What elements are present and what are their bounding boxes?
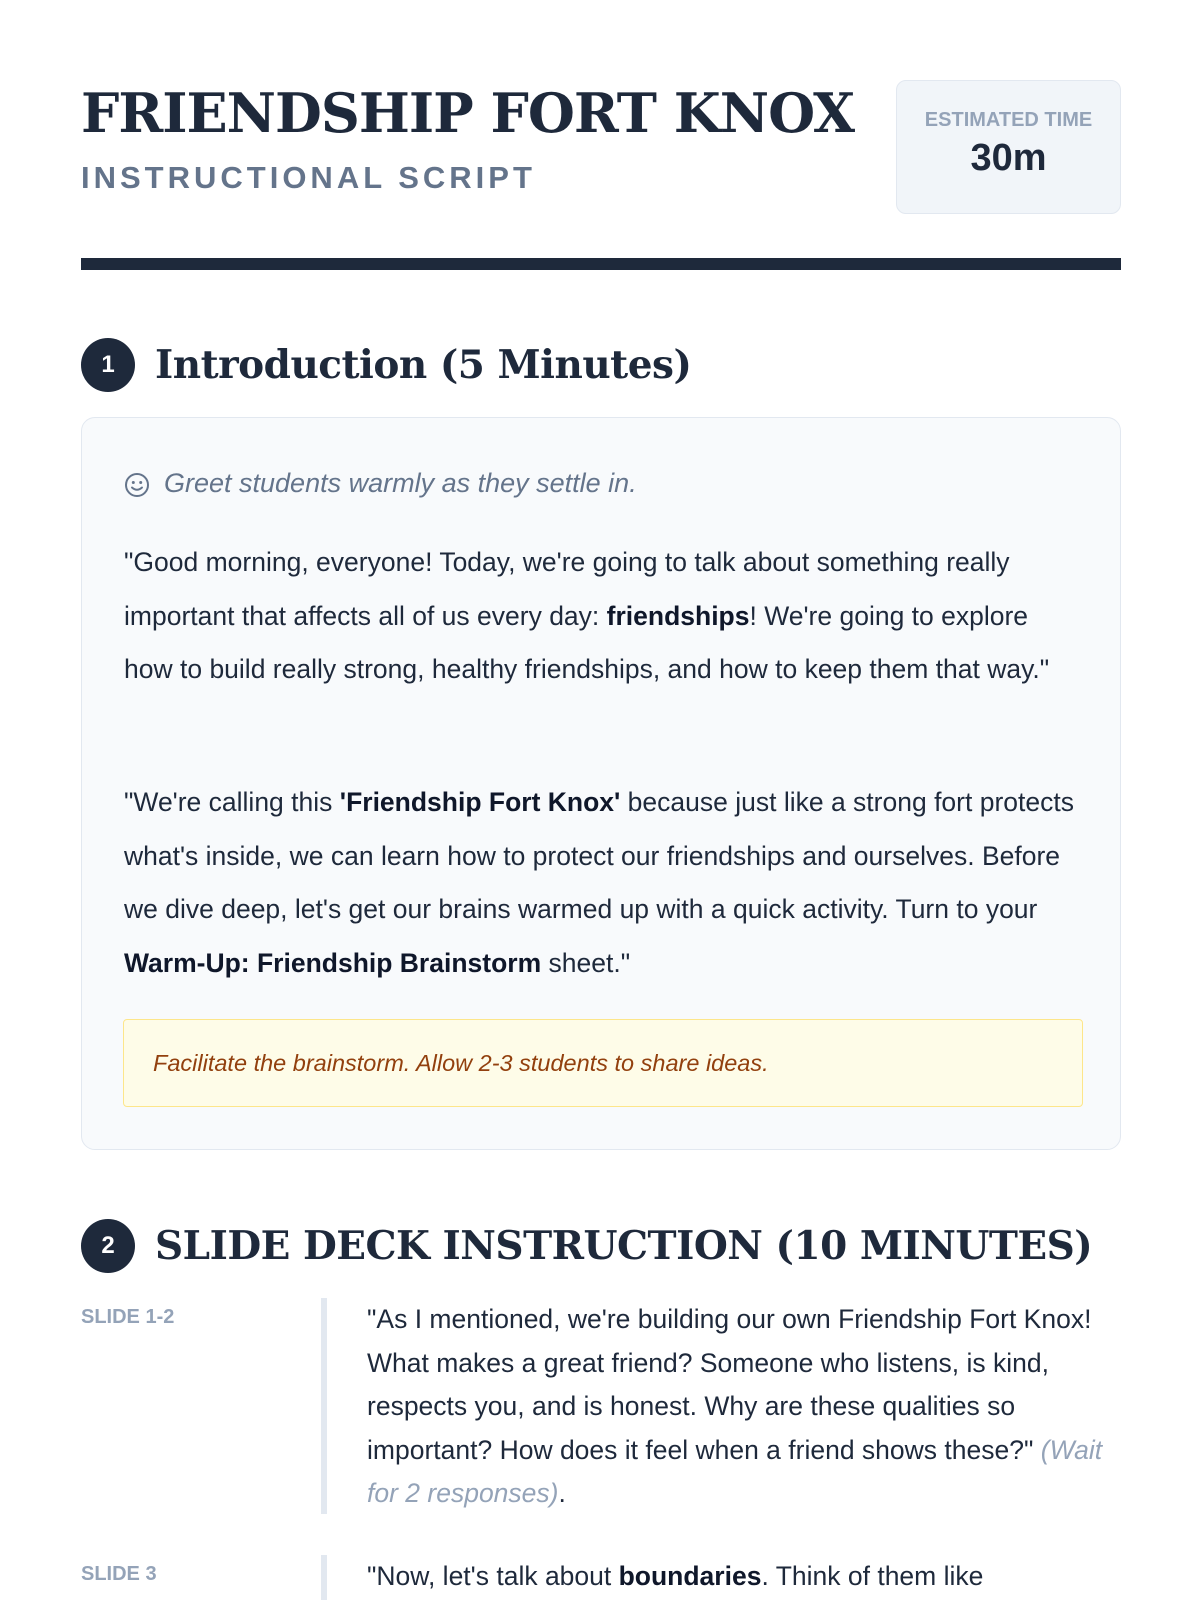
section-title: SLIDE DECK INSTRUCTION (10 MINUTES) <box>155 1223 1093 1269</box>
slide-label: SLIDE 1-2 <box>81 1306 175 1328</box>
slide-emphasis: boundaries <box>618 1561 762 1591</box>
estimated-time-value: 30m <box>970 137 1047 179</box>
intro-paragraph-2 <box>124 776 1084 990</box>
para-text: because just like a strong fort protects what's inside, we can learn how to protect our friendships and ourselves. Before we dive deep, let's get our brains warmed up with a quick activity. Turn to your <box>124 787 1074 924</box>
page-subtitle: INSTRUCTIONAL SCRIPT <box>81 160 536 195</box>
slide-divider <box>321 1298 327 1514</box>
slide-script-text: "As I mentioned, we're building our own Friendship Fort Knox! What makes a great friend? Someone who listens, is kind, respects you, and is honest. Why are these qualities so important? How does it feel when a friend shows these?" <box>367 1304 1092 1465</box>
section-number-badge: 2 <box>81 1219 135 1273</box>
para-emphasis: friendships <box>606 600 750 631</box>
header-divider <box>81 258 1121 270</box>
section-title: Introduction (5 Minutes) <box>155 342 692 388</box>
section-number-badge: 1 <box>81 338 135 392</box>
smiley-icon <box>124 472 150 498</box>
para-text: "We're calling this <box>124 787 340 817</box>
slide-script-text: "Now, let's talk about <box>367 1561 619 1591</box>
teacher-cue-text: Greet students warmly as they settle in. <box>164 468 637 498</box>
slide-script-text: . <box>558 1478 566 1508</box>
slide-aside: (Wait for 2 responses) <box>367 1434 1103 1508</box>
introduction-card <box>81 417 1121 1150</box>
slide-label: SLIDE 3 <box>81 1563 157 1585</box>
teacher-cue <box>124 468 637 499</box>
page-title: FRIENDSHIP FORT KNOX <box>81 81 855 145</box>
slide-script <box>367 1555 1117 1599</box>
para-text: "Good morning, everyone! Today, we're going to talk about something really important that affects all of us every day: <box>124 547 1010 631</box>
para-text: sheet." <box>541 947 631 978</box>
para-emphasis: 'Friendship Fort Knox' <box>339 787 621 817</box>
slide-script <box>367 1298 1117 1516</box>
slide-script-text: . Think of them like <box>761 1561 984 1591</box>
para-emphasis: Warm-Up: Friendship Brainstorm <box>124 947 542 978</box>
facilitator-note: Facilitate the brainstorm. Allow 2-3 students to share ideas. <box>123 1019 1083 1107</box>
para-text: ! We're going to explore how to build really strong, healthy friendships, and how to keep them that way." <box>124 600 1050 684</box>
slide-divider <box>321 1555 327 1600</box>
estimated-time-label: ESTIMATED TIME <box>924 109 1093 131</box>
estimated-time-card <box>896 80 1121 214</box>
intro-paragraph-1 <box>124 536 1084 697</box>
